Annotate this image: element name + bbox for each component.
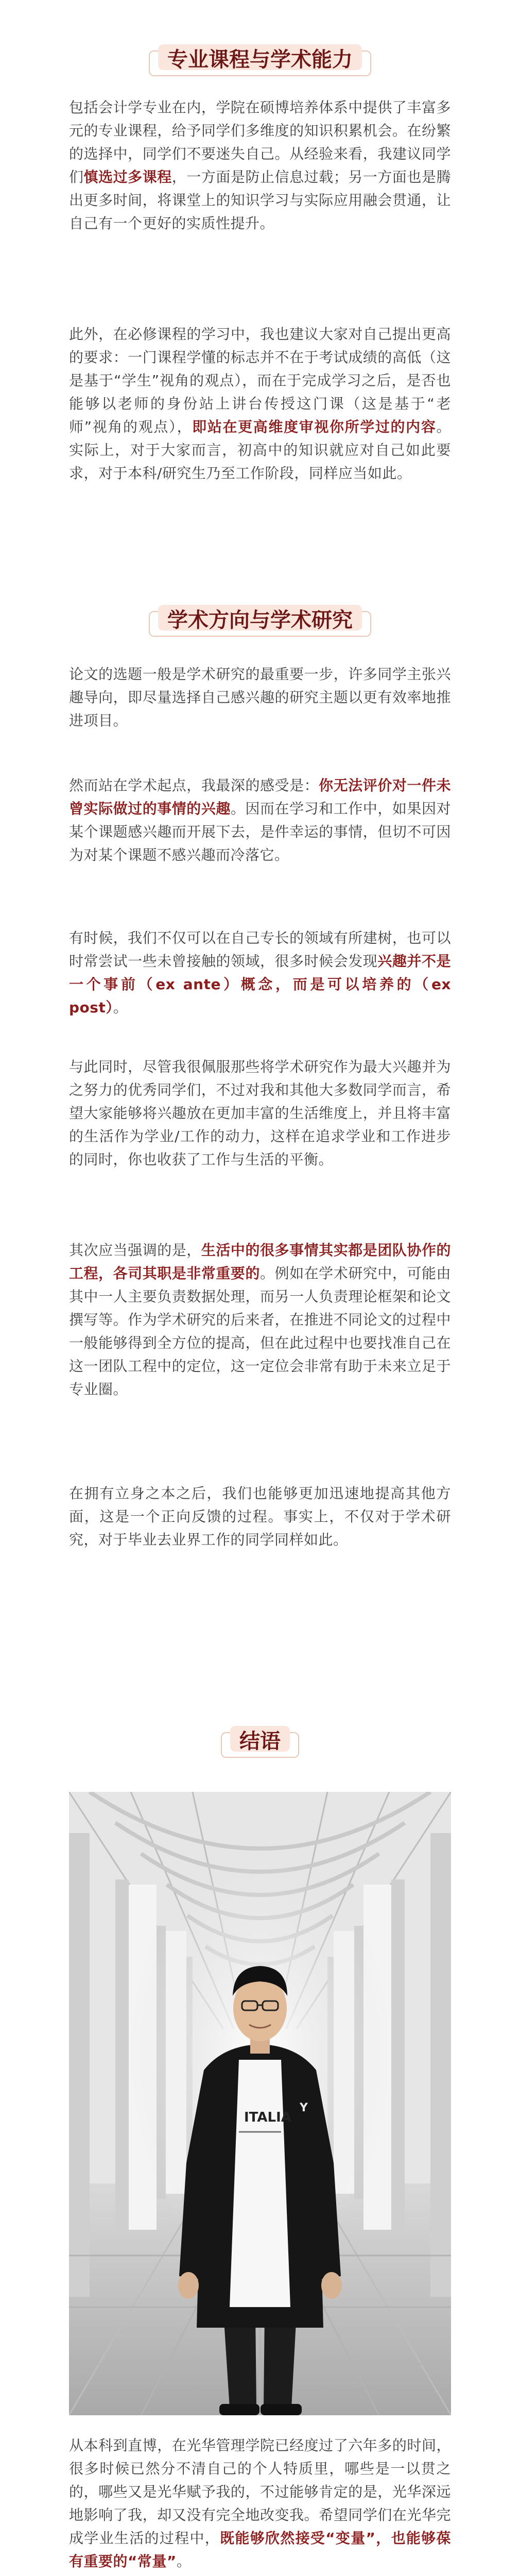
paragraph-higher-standard (69, 323, 451, 485)
body-text: 有时候，我们不仅可以在自己专长的领域有所建树，也可以时常尝试一些未曾接触的领域，很多时候会发现 (69, 929, 451, 970)
body-text: 。 (176, 2553, 192, 2570)
body-text: 从本科到直博，在光华管理学院已经度过了六年多的时间，很多时候已然分不清自己的个人特质里，哪些是一以贯之的，哪些又是光华赋予我的，不过能够肯定的是，光华深远地影响了我，却又没有完全地改变我。希望同学们在光华完成学业生活的过程中， (69, 2437, 451, 2547)
shirt-print-text: ITALIA (244, 2110, 291, 2125)
body-text: 。实际上，对于大家而言，初高中的知识就应对自己如此要求，对于本科/研究生乃至工作阶段，同样应当如此。 (69, 418, 451, 482)
body-text: ，一方面是防止信息过载；另一方面也是腾出更多时间，将课堂上的知识学习与实际应用融会贯通，让自己有一个更好的实质性提升。 (69, 168, 451, 232)
section-title-research: 学术方向与学术研究 (143, 596, 377, 641)
paragraph-topic-selection (69, 663, 451, 732)
jacket-logo-text: Y (300, 2102, 308, 2114)
highlight-text: 生活中的很多事情其实都是团队协作的工程，各司其职是非常重要的 (69, 1242, 451, 1282)
paragraph-teamwork (69, 1239, 451, 1401)
body-text: 此外，在必修课程的学习中，我也建议大家对自己提出更高的要求：一门课程学懂的标志并不在于考试成绩的高低（这是基于“学生”视角的观点），而在于完成学习之后，是否也能够以老师的身份站上讲台传授这门课（这是基于“老师”视角的观点）， (69, 326, 451, 435)
paragraph-life-balance (69, 1055, 451, 1171)
highlight-text: 慎选过多课程 (83, 168, 172, 185)
section-title-conclusion: 结语 (215, 1717, 305, 1762)
body-text: 。例如在学术研究中，可能由其中一人主要负责数据处理，而另一人负责理论框架和论文撰写等。作为学术研究的后来者，在推进不同论文的过程中一般能够得到全方位的提高，但在此过程中也要找准自己在这一团队工程中的定位，这一定位会非常有助于未来立足于专业圈。 (69, 1265, 451, 1398)
paragraph-positive-feedback (69, 1482, 451, 1551)
highlight-text: 即站在更高维度审视你所学过的内容 (192, 418, 437, 435)
body-text: 在拥有立身之本之后，我们也能够更加迅速地提高其他方面，这是一个正向反馈的过程。事实上，不仅对于学术研究，对于毕业去业界工作的同学同样如此。 (69, 1485, 451, 1548)
body-text: 。因而在学习和工作中，如果因对某个课题感兴趣而开展下去，是件幸运的事情，但切不可因为对某个课题不感兴趣而冷落它。 (69, 800, 451, 863)
portrait-photo (69, 1792, 451, 2415)
body-text: 包括会计学专业在内，学院在硕博培养体系中提供了丰富多元的专业课程，给予同学们多维度的知识积累机会。在纷繁的选择中，同学们不要迷失自己。从经验来看，我建议同学们 (69, 99, 451, 185)
paragraph-interest-evaluation (69, 774, 451, 867)
body-text: 。 (113, 999, 128, 1016)
body-text: 论文的选题一般是学术研究的最重要一步，许多同学主张兴趣导向，即尽量选择自己感兴趣的研究主题以更有效率地推进项目。 (69, 666, 451, 729)
body-text: 与此同时，尽管我很佩服那些将学术研究作为最大兴趣并为之努力的优秀同学们，不过对我和其他大多数同学而言，希望大家能够将兴趣放在更加丰富的生活维度上，并且将丰富的生活作为学业/工作的动力，这样在追求学业和工作进步的同时，你也收获了工作与生活的平衡。 (69, 1058, 451, 1168)
body-text: 然而站在学术起点，我最深的感受是： (69, 777, 319, 794)
paragraph-interest-cultivation (69, 926, 451, 1019)
highlight-text: 兴趣并不是一个事前（ex ante）概念，而是可以培养的（ex post） (69, 953, 451, 1016)
body-text: 其次应当强调的是， (69, 1242, 201, 1259)
paragraph-conclusion (69, 2434, 451, 2573)
paragraph-course-selection (69, 96, 451, 235)
section-title-courses: 专业课程与学术能力 (143, 35, 377, 80)
highlight-text: 既能够欣然接受“变量”，也能够葆有重要的“常量” (69, 2530, 451, 2570)
highlight-text: 你无法评价对一件未曾实际做过的事情的兴趣 (69, 777, 451, 817)
